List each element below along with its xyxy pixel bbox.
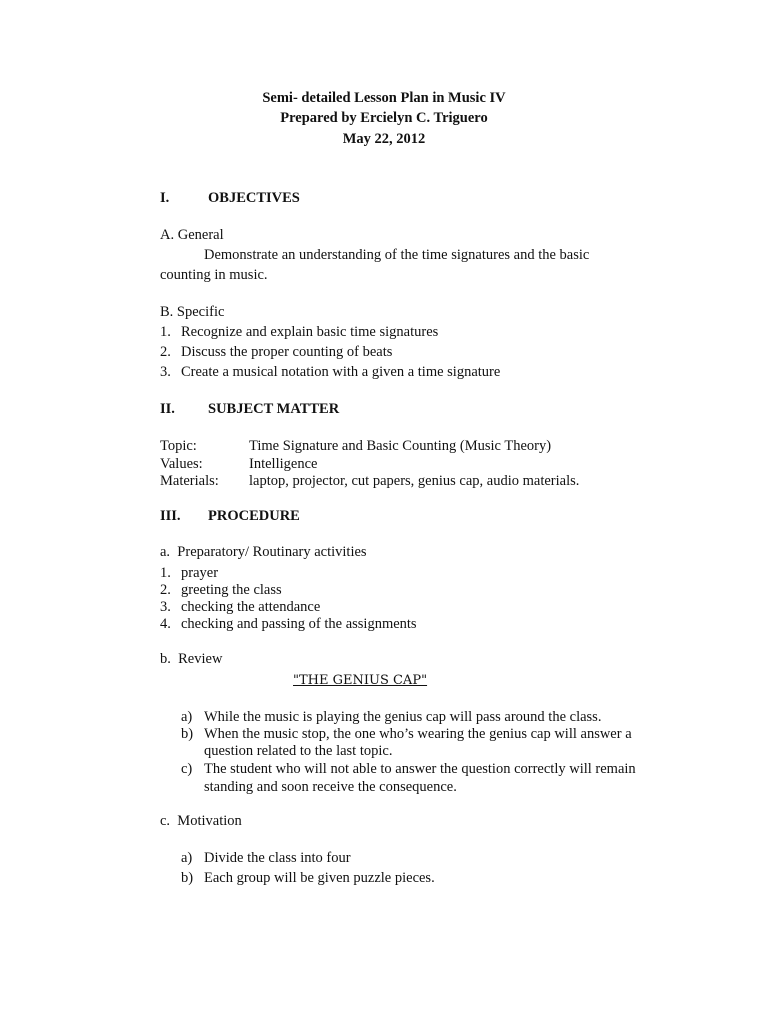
section-heading: SUBJECT MATTER — [208, 401, 340, 417]
list-letter: a) — [181, 709, 193, 725]
list-item: The student who will not able to answer the question correctly will remain — [204, 761, 636, 777]
list-item: When the music stop, the one who’s wearing the genius cap will answer a — [204, 726, 632, 742]
list-item: Create a musical notation with a given a time signature — [181, 364, 501, 380]
list-number: 3. — [160, 599, 171, 615]
list-number: 4. — [160, 616, 171, 632]
list-item: checking and passing of the assignments — [181, 616, 417, 632]
doc-title: Semi- detailed Lesson Plan in Music IV — [262, 90, 506, 106]
field-value: Intelligence — [249, 456, 318, 472]
list-number: 1. — [160, 324, 171, 340]
doc-date: May 22, 2012 — [342, 131, 426, 147]
list-item: prayer — [181, 565, 219, 581]
field-label: Values: — [160, 456, 203, 472]
section-number: I. — [160, 190, 170, 206]
subheading: b. Review — [160, 651, 223, 667]
list-letter: a) — [181, 850, 193, 866]
subheading: A. General — [160, 227, 224, 243]
activity-title: "THE GENIUS CAP" — [293, 673, 428, 688]
paragraph: counting in music. — [160, 267, 268, 283]
list-item: Divide the class into four — [204, 850, 351, 866]
paragraph: Demonstrate an understanding of the time signatures and the basic — [204, 247, 590, 263]
list-number: 2. — [160, 582, 171, 598]
doc-author: Prepared by Ercielyn C. Triguero — [280, 110, 488, 126]
list-letter: b) — [181, 870, 194, 886]
subheading: c. Motivation — [160, 813, 242, 829]
field-label: Topic: — [160, 438, 197, 454]
field-label: Materials: — [160, 473, 219, 489]
list-item: greeting the class — [181, 582, 282, 598]
section-heading: PROCEDURE — [208, 508, 300, 524]
list-item: Recognize and explain basic time signatures — [181, 324, 439, 340]
section-heading: OBJECTIVES — [208, 190, 300, 206]
list-number: 1. — [160, 565, 171, 581]
field-value: Time Signature and Basic Counting (Music Theory) — [249, 438, 552, 454]
list-item: checking the attendance — [181, 599, 321, 615]
list-item-continued: question related to the last topic. — [204, 743, 393, 759]
list-number: 3. — [160, 364, 171, 380]
list-item: Each group will be given puzzle pieces. — [204, 870, 435, 886]
section-number: III. — [160, 508, 181, 524]
list-number: 2. — [160, 344, 171, 360]
list-letter: b) — [181, 726, 194, 742]
list-letter: c) — [181, 761, 193, 777]
section-number: II. — [160, 401, 175, 417]
subheading: B. Specific — [160, 304, 225, 320]
field-value: laptop, projector, cut papers, genius cap, audio materials. — [249, 473, 580, 489]
list-item: While the music is playing the genius cap will pass around the class. — [204, 709, 602, 725]
list-item: Discuss the proper counting of beats — [181, 344, 393, 360]
list-item-continued: standing and soon receive the consequence. — [204, 779, 457, 795]
subheading: a. Preparatory/ Routinary activities — [160, 544, 367, 560]
